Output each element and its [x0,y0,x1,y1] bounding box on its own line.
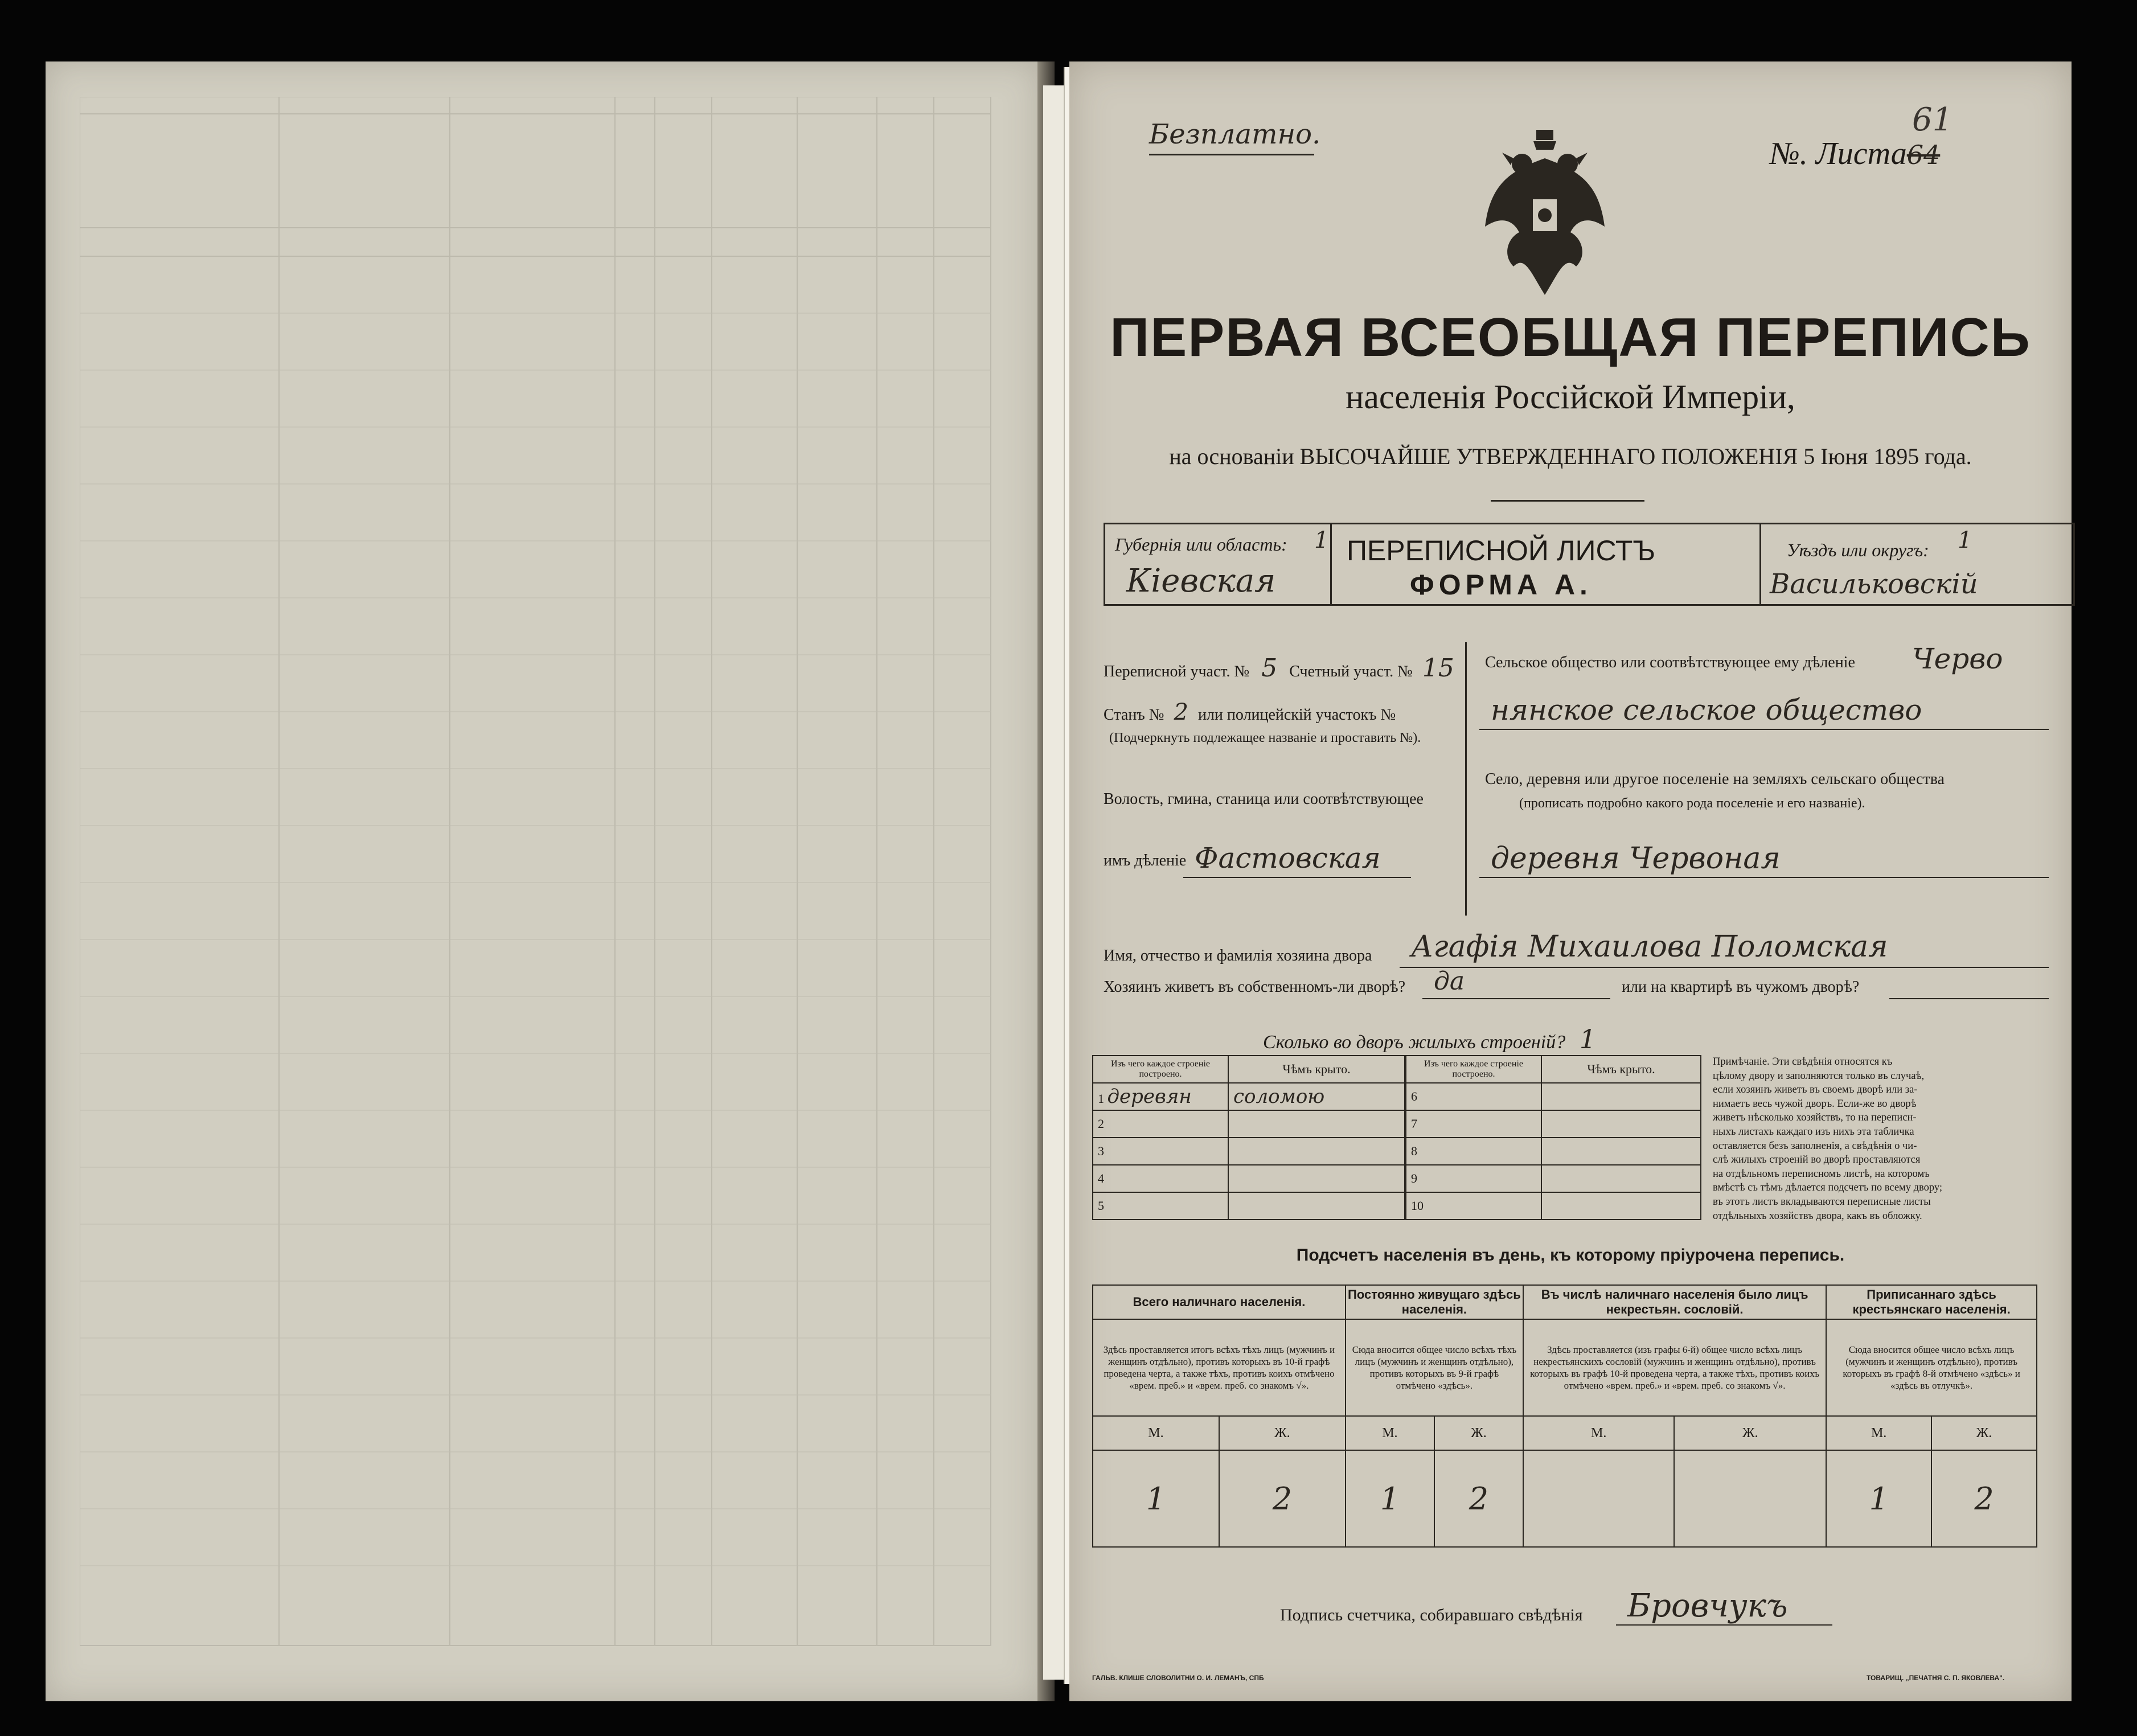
form-subtitle: населенія Россійской Имперіи, [1346,378,1795,416]
owner-name-line [1400,967,2049,968]
volost-label: Волость, гмина, станица или соотвѣтствующее [1104,790,1424,808]
note-line: ныхъ листахъ каждаго изъ нихъ эта табличка [1713,1126,1914,1138]
stan-field: Станъ № 2 или полицейскій участокъ № [1104,699,1396,725]
m-label: М. [1523,1416,1674,1450]
count-value: 2 [1219,1450,1346,1547]
census-form-page [1069,61,2072,1701]
note-line: отдѣльныхъ хозяйствъ двора, какъ въ обложку. [1713,1210,1922,1222]
note-line: Примѣчаніе. Эти свѣдѣнія относятся къ [1713,1056,1893,1068]
count-value [1674,1450,1826,1547]
count-value [1523,1450,1674,1547]
note-line: нимаетъ весь чужой дворъ. Если-же во дворѣ [1713,1098,1917,1110]
gubernia-value: Кіевская [1126,563,1276,600]
volost-line [1183,877,1411,878]
count-value: 1 [1346,1450,1434,1547]
table-row: 7 [1406,1110,1701,1138]
owner-lives-rest: или на квартирѣ въ чужомъ дворѣ? [1622,978,1860,996]
table-row: 9 [1406,1165,1701,1192]
table-row: 2 [1093,1110,1405,1138]
form-title-line-1: ПЕРЕПИСНОЙ ЛИСТЪ [1346,535,1656,567]
sheet-number-crossed: 64 [1906,139,1941,170]
divider [1759,523,1761,606]
form-title-line-2: ФОРМА А. [1410,569,1592,601]
volost-value: Фастовская [1195,842,1381,875]
obshchestvo-value-1: Черво [1912,642,2003,675]
free-label-underline [1149,154,1314,155]
note-line: если хозяинъ живетъ въ своемъ дворѣ или за- [1713,1084,1918,1096]
block-divider [1465,642,1467,916]
head-roof: Чѣмъ крыто. [1228,1056,1405,1083]
table-row: 5 [1093,1192,1405,1220]
owner-name-value: Агафія Михаилова Поломская [1411,930,1888,964]
volost-label-2: имъ дѣленіе [1104,852,1187,869]
note-line: слѣ жилыхъ строеній во дворѣ проставляются [1713,1154,1921,1166]
sheet-number [1770,136,1940,172]
count-body-3: Здѣсь проставляется (изъ графы 6-й) общее число всѣхъ лицъ некрестьянскихъ сословій (мужчинъ и женщинъ отдѣльно), противъ которыхъ въ графѣ 10-й проведена черта, а также тѣхъ, противъ коихъ отмѣчено «врем. преб.» и «врем. преб. со знакомъ √». [1523,1319,1826,1416]
selo-note: (прописать подробно какого рода поселеніе и его названіе). [1519,796,1865,811]
owner-name-label: Имя, отчество и фамилія хозяина двора [1104,947,1372,965]
buildings-question: Сколько во дворъ жилыхъ строеній? 1 [1263,1024,1597,1054]
count-head-2: Постоянно живущаго здѣсь населенія. [1346,1285,1523,1319]
table-row: 8 [1406,1138,1701,1165]
note-line: вмѣстѣ съ тѣмъ дѣлается подсчетъ по всему двору; [1713,1182,1943,1194]
form-basis: на основаніи ВЫСОЧАЙШЕ УТВЕРЖДЕННАГО ПОЛОЖЕНІЯ 5 Іюня 1895 года. [1169,444,1972,469]
selo-line [1479,877,2049,878]
gubernia-mark: 1 [1314,527,1329,553]
table-row: 1 деревян соломою [1093,1083,1405,1110]
note-line: живетъ нѣсколько хозяйствъ, то на переписн- [1713,1112,1917,1124]
obshchestvo-value-2: нянское сельское общество [1491,693,1922,727]
signature-label: Подпись счетчика, собиравшаго свѣдѣнія [1280,1606,1583,1624]
table-row: 6 [1406,1083,1701,1110]
selo-value: деревня Червоная [1491,842,1781,876]
note-line: цѣлому двору и заполняются только въ случаѣ, [1713,1070,1925,1082]
f-label: Ж. [1674,1416,1826,1450]
obshchestvo-label: Сельское общество или соотвѣтствующее ему дѣленіе [1485,654,1855,671]
count-value: 1 [1093,1450,1219,1547]
form-main-title: ПЕРВАЯ ВСЕОБЩАЯ ПЕРЕПИСЬ [1110,307,2031,368]
table-row: 4 [1093,1165,1405,1192]
perep-uchast: Переписной участ. № 5 Счетный участ. № 15 [1104,654,1454,683]
uezd-label: Уѣздъ или округъ: [1787,540,1929,560]
footer-left: ГАЛЬВ. КЛИШЕ СЛОВОЛИТНИ О. И. ЛЕМАНЪ, СПБ [1092,1674,1264,1682]
count-value: 2 [1434,1450,1523,1547]
stan-note: (Подчеркнуть подлежащее названіе и проставить №). [1109,730,1421,745]
f-label: Ж. [1434,1416,1523,1450]
head-built: Изъ чего каждое строеніе построено. [1406,1056,1541,1083]
table-row: 10 [1406,1192,1701,1220]
count-body-4: Сюда вносится общее число всѣхъ лицъ (мужчинъ и женщинъ отдѣльно), противъ которыхъ въ графѣ 8-й отмѣчено «здѣсь» и «здѣсь въ отлучкѣ». [1826,1319,2037,1416]
owner-lives-value: да [1434,967,1465,996]
free-label: Безплатно. [1149,118,1321,150]
count-head-1: Всего наличнаго населенія. [1093,1285,1346,1319]
note-line: оставляется безъ заполненія, а свѣдѣнія о чи- [1713,1140,1917,1152]
count-value: 1 [1826,1450,1931,1547]
m-label: М. [1093,1416,1219,1450]
count-value: 2 [1931,1450,2037,1547]
count-head-3: Въ числѣ наличнаго населенія было лицъ некрестьян. сословій. [1523,1285,1826,1319]
signature-line [1616,1624,1832,1626]
imperial-eagle-emblem [1479,124,1610,312]
paper-strip [1043,85,1066,1680]
ornament-divider [1491,500,1644,502]
note-line: въ этотъ листъ вкладываются переписные листы [1713,1196,1931,1208]
f-label: Ж. [1931,1416,2037,1450]
note-text [1713,1055,2066,1223]
buildings-table-right [1405,1055,1701,1220]
owner-rent-line [1889,998,2049,999]
f-label: Ж. [1219,1416,1346,1450]
left-page-bleed-grid [80,97,1002,1657]
gubernia-label: Губернія или область: [1115,534,1287,555]
count-head-4: Приписаннаго здѣсь крестьянскаго населенія. [1826,1285,2037,1319]
owner-lives-label: Хозяинъ живетъ въ собственномъ-ли дворѣ? [1104,978,1406,996]
uezd-mark: 1 [1958,527,1972,553]
buildings-table-left [1092,1055,1405,1220]
head-roof: Чѣмъ крыто. [1541,1056,1701,1083]
signature-value: Бровчукъ [1627,1587,1788,1624]
sheet-number-pencil: 61 [1912,101,1953,138]
note-line: на отдѣльномъ переписномъ листѣ, на которомъ [1713,1168,1930,1180]
table-row: 3 [1093,1138,1405,1165]
owner-lives-line [1422,998,1610,999]
m-label: М. [1826,1416,1931,1450]
count-body-2: Сюда вносится общее число всѣхъ тѣхъ лицъ (мужчинъ и женщинъ отдѣльно), противъ которыхъ въ 9-й графѣ отмѣчено «здѣсь». [1346,1319,1523,1416]
count-body-1: Здѣсь проставляется итогъ всѣхъ тѣхъ лицъ (мужчинъ и женщинъ отдѣльно), противъ которыхъ въ 10-й графѣ проведена черта, а также тѣхъ, противъ коихъ отмѣчено «врем. преб.» и «врем. преб. со знакомъ √». [1093,1319,1346,1416]
head-built: Изъ чего каждое строеніе построено. [1093,1056,1228,1083]
m-label: М. [1346,1416,1434,1450]
count-table [1092,1284,2037,1548]
sheet-number-label: №. Листа [1770,136,1907,171]
selo-label: Село, деревня или другое поселеніе на земляхъ сельскаго общества [1485,770,1945,788]
footer-right: ТОВАРИЩ. „ПЕЧАТНЯ С. П. ЯКОВЛЕВА". [1867,1674,2005,1682]
obshchestvo-line [1479,729,2049,730]
count-title: Подсчетъ населенія въ день, къ которому пріурочена перепись. [1296,1246,1845,1265]
uezd-value: Васильковскій [1770,568,1978,600]
